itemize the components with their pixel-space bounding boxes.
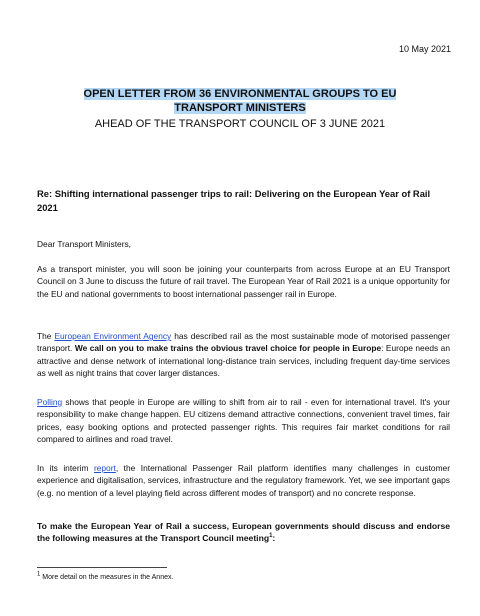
p2-mid: has described rail as the most sustainable mode of motorised passenger transport.: [37, 331, 451, 354]
title-highlight-2: TRANSPORT MINISTERS: [174, 102, 306, 114]
p4-post: , the International Passenger Rail platform identifies many challenges in customer experience and digitalisation, services, infrastructure and the regulatory framework. Yet, we see important gaps (e.g. no mention of a level playing field across different modes of transport) and no concrete response.: [37, 463, 450, 498]
title-block: [40, 87, 440, 131]
footnote-divider: [37, 567, 167, 568]
paragraph-4: [37, 462, 450, 499]
p2-bold: We call on you to make trains the obvious travel choice for people in Europe: [74, 343, 382, 354]
subject-line: Re: Shifting international passenger trips to rail: Delivering on the European Year of Rail 2021: [37, 188, 431, 213]
p3-post: shows that people in Europe are willing to shift from air to rail - even for international travel. It's your responsibility to make change happen. EU citizens demand attractive connections, convenient travel times, fair prices, easy booking options and protected passenger rights. This requires fair market conditions for rail compared to airlines and road travel.: [37, 397, 450, 444]
footnote-mark: 1: [37, 571, 41, 578]
title-subtitle: AHEAD OF THE TRANSPORT COUNCIL OF 3 JUNE 2021: [94, 118, 386, 130]
p4-pre: In its interim: [37, 463, 94, 473]
p2-pre: The: [37, 331, 55, 341]
polling-link[interactable]: Polling: [37, 397, 63, 407]
paragraph-3: [37, 396, 450, 445]
p5-text: To make the European Year of Rail a success, European governments should discuss and endorse the following measures at the Transport Council meeting: [37, 521, 450, 544]
title-line-1: [40, 87, 440, 101]
p2-post: : Europe needs an attractive and dense network of international long-distance train services, including frequent day-time services as well as night trains that cover larger distances.: [37, 343, 450, 378]
title-highlight-1: OPEN LETTER FROM 36 ENVIRONMENTAL GROUPS TO EU: [83, 88, 397, 100]
report-link[interactable]: report: [93, 463, 116, 473]
paragraph-1: As a transport minister, you will soon be joining your counterparts from across Europe at an EU Transport Council on 3 June to discuss the future of rail travel. The European Year of Rail 2021 is a unique opportunity for the EU and national governments to boost international passenger rail in Europe.: [37, 264, 450, 299]
footnote-text: More detail on the measures in the Annex.: [40, 574, 174, 581]
footnote: [37, 571, 174, 581]
footnote-ref[interactable]: 1: [269, 533, 273, 540]
salutation: Dear Transport Ministers,: [37, 239, 132, 249]
letter-date: 10 May 2021: [398, 44, 451, 54]
eea-link[interactable]: European Environment Agency: [54, 331, 172, 341]
p5-end: :: [272, 533, 276, 544]
paragraph-2: [37, 330, 450, 379]
paragraph-5: [37, 520, 450, 545]
title-line-2: [40, 101, 440, 115]
